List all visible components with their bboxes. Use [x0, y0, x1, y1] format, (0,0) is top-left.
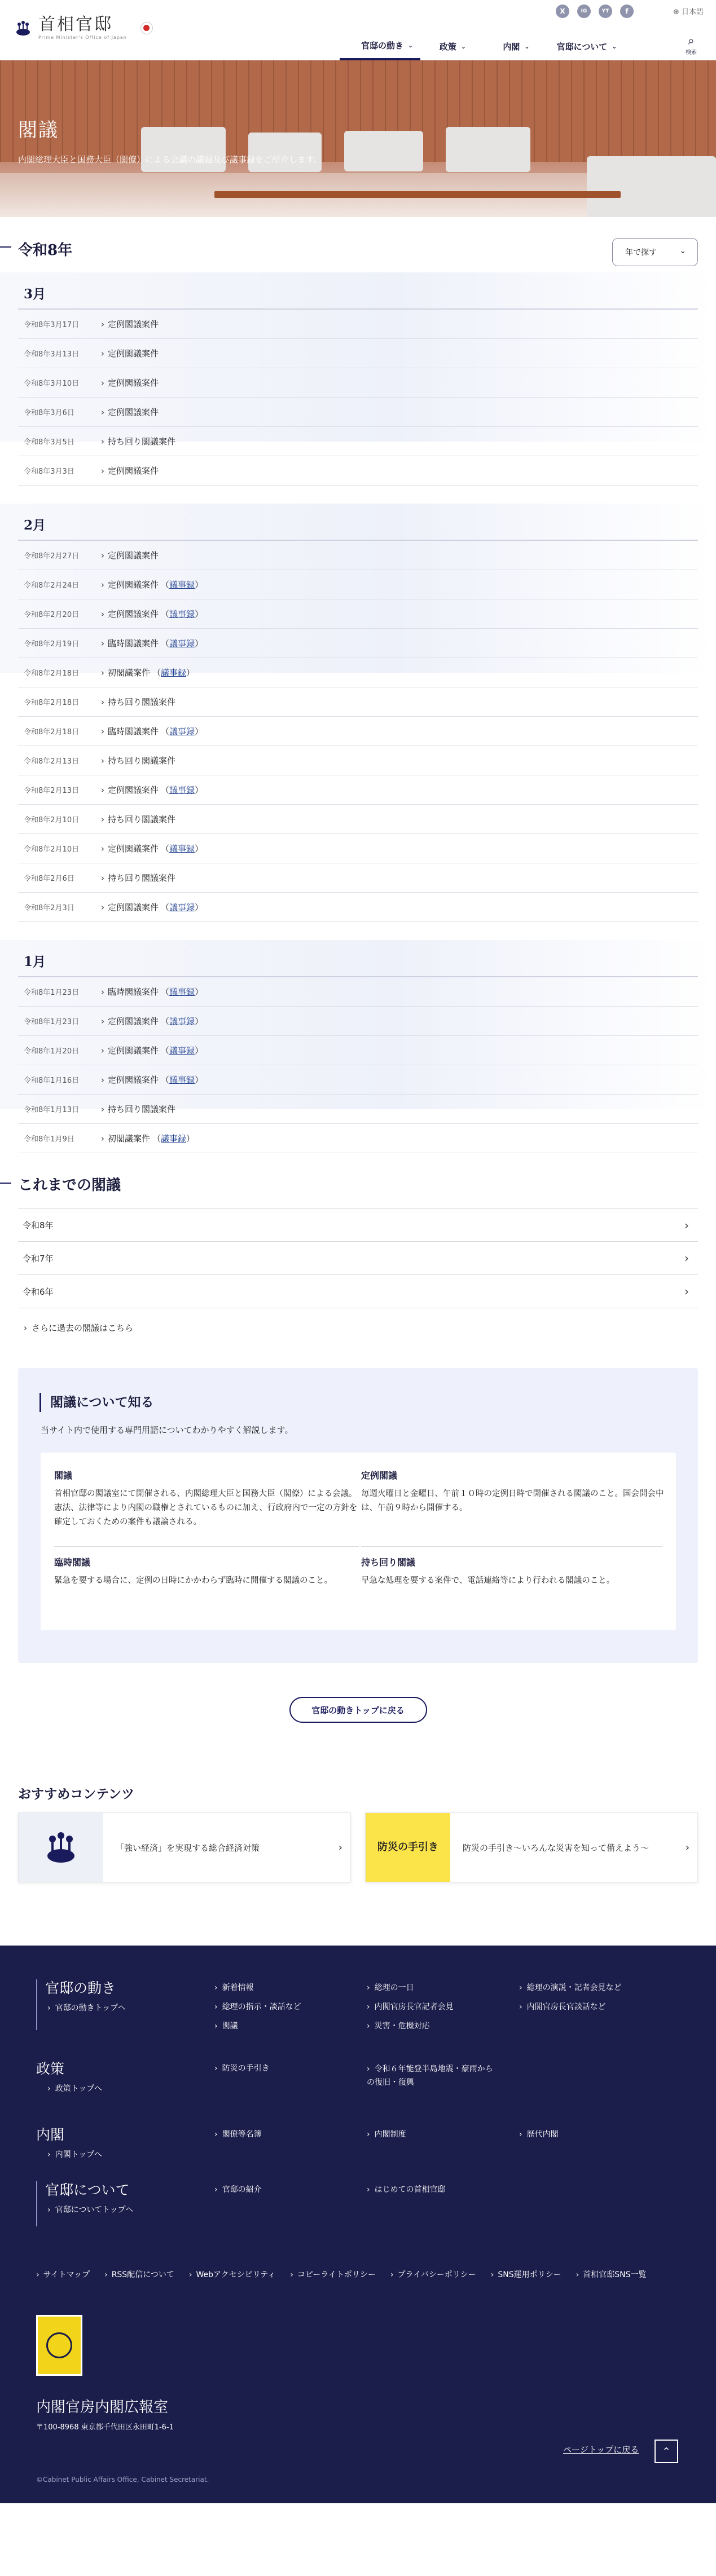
search-label: 検索 [686, 50, 697, 56]
section-bar [36, 2181, 37, 2226]
minutes-link[interactable]: 議事録 [169, 1046, 195, 1056]
kakugi-title-link[interactable]: › 定例閣議案件 [101, 377, 159, 389]
minutes-link[interactable]: 議事録 [169, 726, 195, 736]
copyright: ©Cabinet Public Affairs Office, Cabinet Secretariat. [36, 2476, 209, 2484]
past-heading [0, 1153, 716, 1208]
recommend-card[interactable] [365, 1812, 698, 1882]
section-title: 政策 [36, 2061, 65, 2077]
find-by-year-select[interactable] [612, 238, 698, 266]
minutes-wrapper: （議事録） [161, 785, 204, 795]
minutes-link[interactable]: 議事録 [169, 987, 195, 997]
chair-image [344, 131, 423, 171]
kakugi-date: 令和8年2月6日 [24, 875, 74, 883]
footer-link[interactable]: › 閣議 [214, 2020, 301, 2039]
past-year-link[interactable] [18, 1208, 698, 1242]
minutes-wrapper: （議事録） [161, 580, 204, 590]
divider [361, 1546, 662, 1547]
kakugi-date: 令和8年3月13日 [24, 350, 80, 359]
x-icon[interactable]: X [556, 5, 569, 18]
kakugi-title-link[interactable]: › 持ち回り閣議案件 [101, 696, 175, 708]
kakugi-row [18, 1036, 698, 1065]
thumbnail-text: 防災の手引き [377, 1841, 438, 1853]
section-top-link[interactable]: › 内閣トップへ [47, 2149, 102, 2160]
heading-line [0, 246, 11, 248]
footer-bottom-link[interactable]: › RSS配信について [104, 2269, 174, 2289]
section-title: 官邸について [45, 2182, 130, 2198]
minutes-wrapper: （議事録） [152, 668, 195, 678]
main-content [0, 217, 716, 1897]
kakugi-row [18, 398, 698, 427]
footer-link[interactable]: › 令和６年能登半島地震・豪雨からの復旧・復興 [367, 2062, 497, 2089]
recommend-list [0, 1812, 716, 1897]
kakugi-date: 令和8年2月18日 [24, 699, 80, 707]
month-title: 3月 [18, 272, 698, 310]
kakugi-row [18, 834, 698, 863]
chair-image [446, 127, 530, 172]
minutes-wrapper: （議事録） [161, 844, 204, 854]
kakugi-date: 令和8年2月18日 [24, 728, 80, 736]
kakugi-title-link[interactable]: › 持ち回り閣議案件 [101, 872, 175, 884]
minutes-wrapper: （議事録） [161, 726, 204, 736]
kakugi-date: 令和8年3月6日 [24, 409, 74, 417]
month-title: 2月 [18, 504, 698, 541]
globe-icon: ⊕ [673, 8, 682, 16]
kakugi-row [18, 658, 698, 687]
kakugi-title-link[interactable]: › 定例閣議案件 [101, 465, 159, 477]
footer-bottom-link[interactable]: › プライバシーポリシー [390, 2269, 476, 2289]
hero-banner [0, 60, 716, 217]
japan-flag-icon [140, 22, 153, 34]
year-title: 令和8年 [18, 242, 73, 259]
term-rinji [54, 1555, 359, 1588]
minutes-link[interactable]: 議事録 [169, 844, 195, 854]
language-selector[interactable] [673, 6, 704, 16]
chevron-down-icon: ⌄ [408, 42, 414, 49]
kakugi-title-link[interactable]: › 定例閣議案件 [101, 318, 159, 330]
footer-bottom-link[interactable]: › コピーライトポリシー [290, 2269, 376, 2289]
term-kakugi [54, 1468, 359, 1529]
nav-label: 内閣 [503, 42, 520, 52]
minutes-wrapper: （議事録） [161, 638, 204, 649]
footer-links [519, 1982, 622, 2020]
kakugi-row [18, 687, 698, 717]
term-mochimawari [361, 1555, 666, 1588]
minutes-link[interactable]: 議事録 [161, 668, 187, 678]
kakugi-row [18, 977, 698, 1007]
minutes-wrapper: （議事録） [161, 1046, 204, 1056]
kakugi-row [18, 893, 698, 922]
kakugi-row [18, 775, 698, 805]
kakugi-title-link[interactable]: › 定例閣議案件 [101, 784, 159, 796]
kakugi-row [18, 629, 698, 658]
footer-links [367, 2062, 497, 2089]
paulownia-crest-icon [41, 1828, 81, 1867]
chair-image [248, 133, 322, 172]
kakugi-title-link[interactable]: › 臨時閣議案件 [101, 637, 159, 649]
logo-subtitle: Prime Minister's Office of Japan [38, 35, 127, 40]
term-desc: 早急な処理を要する案件で、電話連絡等により行われる閣議のこと。 [361, 1576, 615, 1585]
recommend-text: 「強い経済」を実現する総合経済対策 [116, 1842, 260, 1853]
more-past-link[interactable]: › さらに過去の閣議はこちら [24, 1322, 716, 1344]
global-nav [340, 33, 626, 60]
kakugi-row [18, 427, 698, 456]
chevron-right-icon: › [684, 1251, 689, 1265]
accessibility-badge-icon [46, 2332, 72, 2358]
kakugi-date: 令和8年2月27日 [24, 552, 80, 561]
footer-section-cabinet [36, 2126, 102, 2160]
minutes-link[interactable]: 議事録 [169, 902, 195, 912]
footer-section-kantei [36, 1979, 126, 2013]
kakugi-title-link[interactable]: › 持ち回り閣議案件 [101, 1103, 175, 1115]
chair-image [587, 156, 716, 217]
term-name: 持ち回り閣議 [361, 1557, 416, 1568]
kakugi-date: 令和8年1月23日 [24, 1018, 80, 1026]
chair-image [141, 127, 226, 172]
kakugi-date: 令和8年1月20日 [24, 1047, 80, 1056]
kakugi-date: 令和8年2月10日 [24, 845, 80, 854]
kakugi-title-link[interactable]: › 定例閣議案件 [101, 579, 159, 590]
footer-bottom-link[interactable]: › Webアクセシビリティ [189, 2269, 275, 2289]
kakugi-date: 令和8年3月5日 [24, 438, 74, 447]
term-name: 定例閣議 [361, 1470, 398, 1481]
footer-section-policy [36, 2060, 102, 2094]
footer-link[interactable]: › 内閣制度 [367, 2128, 406, 2147]
site-logo[interactable] [14, 16, 153, 40]
past-year-link[interactable] [18, 1275, 698, 1308]
recommend-text: 防災の手引き～いろんな災害を知って備えよう～ [463, 1842, 649, 1853]
find-by-year-label: 年で探す [625, 248, 657, 257]
kakugi-date: 令和8年2月13日 [24, 787, 80, 795]
kakugi-title-link[interactable]: › 定例閣議案件 [101, 1074, 159, 1086]
thumbnail-image [19, 1813, 103, 1882]
chevron-right-icon: › [338, 1841, 342, 1854]
footer-bottom-link[interactable]: › 首相官邸SNS一覧 [576, 2269, 647, 2289]
kakugi-date: 令和8年2月3日 [24, 904, 74, 912]
monthly-lists [0, 272, 716, 1153]
term-desc: 毎週火曜日と金曜日、午前１０時の定例日時で開催される閣議のこと。国会開会中は、午前９時から開催する。 [361, 1489, 664, 1512]
nav-item-kantei[interactable] [340, 33, 420, 60]
table-image [214, 191, 621, 198]
kakugi-title-link[interactable]: › 持ち回り閣議案件 [101, 435, 175, 447]
footer-section-about [36, 2181, 133, 2215]
recommend-card[interactable] [18, 1812, 351, 1882]
footer-links [214, 2062, 270, 2081]
past-year-label: 令和7年 [23, 1253, 54, 1264]
recommend-title: おすすめコンテンツ [18, 1787, 135, 1802]
footer-link[interactable]: › はじめての首相官邸 [367, 2184, 446, 2203]
kakugi-row [18, 1124, 698, 1153]
chevron-down-icon: ⌄ [524, 43, 530, 50]
back-to-kantei-button[interactable]: 官邸の動きトップに戻る [289, 1697, 427, 1723]
kakugi-row [18, 541, 698, 570]
minutes-link[interactable]: 議事録 [169, 1075, 195, 1085]
kakugi-row [18, 310, 698, 339]
term-desc: 緊急を要する場合に、定例の日時にかかわらず臨時に開催する閣議のこと。 [54, 1576, 332, 1585]
site-footer [0, 1946, 716, 2503]
search-button[interactable] [686, 34, 697, 56]
minutes-wrapper: （議事録） [161, 987, 204, 997]
logo-title: 首相官邸 [38, 15, 113, 34]
kakugi-row [18, 339, 698, 368]
org-name: 内閣官房内閣広報室 [36, 2399, 169, 2416]
kakugi-row [18, 599, 698, 629]
footer-link[interactable]: › 総理の演説・記者会見など [519, 1982, 622, 2001]
kakugi-date: 令和8年2月19日 [24, 640, 80, 649]
kakugi-date: 令和8年2月10日 [24, 816, 80, 824]
year-heading [0, 217, 716, 272]
kakugi-title-link[interactable]: › 臨時閣議案件 [101, 986, 159, 998]
past-year-link[interactable] [18, 1242, 698, 1275]
month-section [18, 940, 698, 1153]
minutes-wrapper: （議事録） [152, 1133, 195, 1144]
footer-links [367, 1982, 454, 2039]
kakugi-title-link[interactable]: › 臨時閣議案件 [101, 725, 159, 737]
divider [54, 1546, 359, 1547]
facebook-icon[interactable]: f [620, 5, 634, 18]
kakugi-row [18, 1007, 698, 1036]
search-icon: ⌕ [688, 34, 695, 47]
youtube-icon[interactable]: YT [599, 5, 612, 18]
heading-line [0, 1183, 11, 1184]
pagetop-link[interactable]: ページトップに戻る [563, 2445, 639, 2455]
kakugi-date: 令和8年2月18日 [24, 669, 80, 678]
minutes-link[interactable]: 議事録 [169, 638, 195, 649]
footer-link[interactable]: › 防災の手引き [214, 2062, 270, 2081]
kakugi-date: 令和8年1月23日 [24, 989, 80, 997]
month-section [18, 504, 698, 922]
term-desc: 首相官邸の閣議室にて開催される、内閣総理大臣と国務大臣（閣僚）による会議。 憲法、法律等により内閣の職権とされているものに加え、行政府内で一定の方針を確定しておくための案件も議論される。 [54, 1489, 358, 1527]
kakugi-row [18, 570, 698, 599]
chevron-up-icon: ⌃ [662, 2445, 671, 2458]
kakugi-row [18, 1065, 698, 1095]
footer-links [367, 2128, 406, 2147]
kakugi-title-link[interactable]: › 初閣議案件 [101, 667, 150, 678]
kakugi-date: 令和8年2月13日 [24, 757, 80, 766]
footer-links [214, 2128, 262, 2147]
minutes-link[interactable]: 議事録 [161, 1133, 187, 1144]
page-title: 閣議 [18, 119, 59, 142]
chevron-right-icon: › [685, 1841, 689, 1854]
kakugi-date: 令和8年2月20日 [24, 611, 80, 619]
footer-link[interactable]: › 歴代内閣 [519, 2128, 559, 2147]
kakugi-title-link[interactable]: › 定例閣議案件 [101, 406, 159, 418]
minutes-wrapper: （議事録） [161, 609, 204, 619]
kakugi-title-link[interactable]: › 定例閣議案件 [101, 1015, 159, 1027]
past-year-label: 令和6年 [23, 1286, 54, 1297]
nav-label: 政策 [439, 42, 456, 52]
org-address: 〒100-8968 東京都千代田区永田町1-6-1 [36, 2423, 174, 2432]
language-label: 日本語 [682, 8, 704, 16]
accessibility-badge [36, 2315, 82, 2376]
page-description: 内閣総理大臣と国務大臣（閣僚）による会議の議題及び議事録をご紹介します。 [18, 155, 322, 165]
kakugi-title-link[interactable]: › 定例閣議案件 [101, 901, 159, 913]
glossary-card [41, 1453, 676, 1630]
chevron-down-icon: ⌄ [612, 43, 617, 50]
term-name: 閣議 [54, 1470, 73, 1481]
glossary-section [18, 1368, 698, 1663]
footer-link[interactable]: › 災害・危機対応 [367, 2020, 454, 2039]
term-teirei [361, 1468, 666, 1515]
section-top-link[interactable]: › 政策トップへ [47, 2083, 102, 2094]
instagram-icon[interactable]: IG [577, 5, 591, 18]
kakugi-row [18, 746, 698, 775]
footer-bottom-links [36, 2269, 679, 2289]
nav-item-cabinet[interactable] [485, 33, 547, 60]
kakugi-date: 令和8年2月24日 [24, 581, 80, 590]
footer-links [519, 2128, 559, 2147]
kakugi-date: 令和8年3月10日 [24, 380, 80, 388]
footer-links [214, 2184, 262, 2203]
kakugi-title-link[interactable]: › 持ち回り閣議案件 [101, 755, 175, 766]
kakugi-date: 令和8年3月3日 [24, 467, 74, 476]
nav-label: 官邸の動き [361, 41, 404, 51]
site-header [0, 0, 716, 60]
pagetop-button[interactable] [654, 2440, 678, 2463]
minutes-link[interactable]: 議事録 [169, 580, 195, 590]
footer-bottom-link[interactable]: › SNS運用ポリシー [491, 2269, 561, 2289]
minutes-wrapper: （議事録） [161, 902, 204, 912]
sns-links [556, 5, 634, 18]
kakugi-row [18, 805, 698, 834]
section-title: 官邸の動き [45, 1980, 116, 1996]
paulownia-crest-icon [14, 19, 33, 38]
section-top-link[interactable]: › 官邸についてトップへ [47, 2204, 133, 2215]
footer-link[interactable]: › 閣僚等名簿 [214, 2128, 262, 2147]
glossary-lead: 当サイト内で使用する専門用語についてわかりやすく解説します。 [41, 1425, 293, 1435]
past-title: これまでの閣議 [18, 1177, 121, 1194]
kakugi-title-link[interactable]: › 定例閣議案件 [101, 549, 159, 561]
glossary-title: 閣議について知る [39, 1393, 154, 1412]
footer-link[interactable]: › 新着情報 [214, 1982, 301, 2001]
chevron-down-icon: ⌄ [679, 246, 686, 255]
kakugi-title-link[interactable]: › 定例閣議案件 [101, 843, 159, 854]
minutes-link[interactable]: 議事録 [169, 1016, 195, 1026]
kakugi-title-link[interactable]: › 定例閣議案件 [101, 1044, 159, 1056]
kakugi-row [18, 863, 698, 893]
kakugi-row [18, 368, 698, 398]
kakugi-title-link[interactable]: › 初閣議案件 [101, 1132, 150, 1144]
section-title: 内閣 [36, 2127, 65, 2143]
thumbnail-image [366, 1813, 450, 1882]
kakugi-date: 令和8年3月17日 [24, 321, 80, 329]
minutes-link[interactable]: 議事録 [169, 609, 195, 619]
nav-item-policy[interactable] [420, 33, 485, 60]
footer-link[interactable]: › 総理の一日 [367, 1982, 454, 2001]
footer-link[interactable]: › 総理の指示・談話など [214, 2001, 301, 2020]
chevron-right-icon: › [684, 1285, 689, 1298]
chevron-down-icon: ⌄ [460, 43, 467, 50]
term-name: 臨時閣議 [54, 1557, 91, 1568]
footer-links [214, 1982, 301, 2039]
kakugi-title-link[interactable]: › 定例閣議案件 [101, 608, 159, 620]
footer-links [367, 2184, 446, 2203]
minutes-wrapper: （議事録） [161, 1016, 204, 1026]
kakugi-title-link[interactable]: › 定例閣議案件 [101, 347, 159, 359]
kakugi-row [18, 717, 698, 746]
kakugi-date: 令和8年1月16日 [24, 1077, 80, 1085]
chevron-right-icon: › [684, 1218, 689, 1232]
footer-link[interactable]: › 内閣官房長官記者会見 [367, 2001, 454, 2020]
footer-link[interactable]: › 官邸の紹介 [214, 2184, 262, 2203]
section-bar [36, 1979, 37, 2030]
section-top-link[interactable]: › 官邸の動きトップへ [47, 2002, 126, 2013]
minutes-wrapper: （議事録） [161, 1075, 204, 1085]
kakugi-date: 令和8年1月13日 [24, 1106, 80, 1114]
month-section [18, 272, 698, 486]
footer-link[interactable]: › 内閣官房長官談話など [519, 2001, 622, 2020]
kakugi-title-link[interactable]: › 持ち回り閣議案件 [101, 813, 175, 825]
minutes-link[interactable]: 議事録 [169, 785, 195, 795]
month-title: 1月 [18, 940, 698, 977]
kakugi-row [18, 1095, 698, 1124]
footer-bottom-link[interactable]: › サイトマップ [36, 2269, 90, 2289]
nav-item-about[interactable] [547, 33, 626, 60]
nav-label: 官邸について [556, 42, 608, 52]
past-year-label: 令和8年 [23, 1220, 54, 1230]
kakugi-date: 令和8年1月9日 [24, 1135, 74, 1144]
kakugi-row [18, 456, 698, 486]
